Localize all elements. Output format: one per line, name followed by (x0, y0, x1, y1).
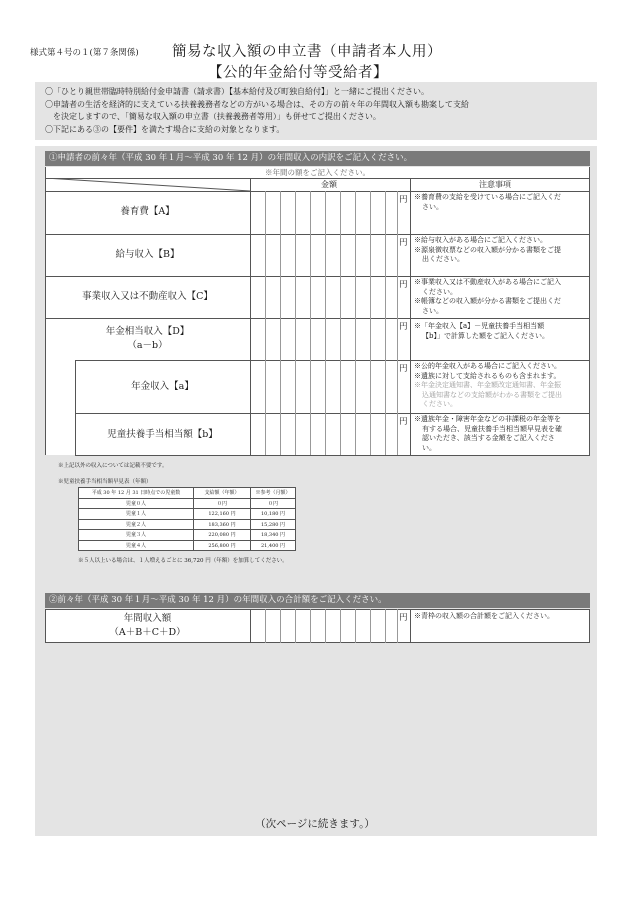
row-note: ※「年金収入【a】－児童扶養手当相当額 【b】」で計算した額をご記入ください。 (414, 322, 549, 340)
instruction-line: 〇下記にある③の【要件】を満たす場合に支給の対象となります。 (45, 125, 285, 134)
page-subtitle: 【公的年金給付等受給者】 (208, 65, 388, 81)
quickref-title: ※児童扶養手当相当額早見表（年額） (58, 479, 152, 485)
instruction-line: 〇「ひとり親世帯臨時特別給付金申請書（請求書）【基本給付及び町独自給付】」と一緒にご提出ください。 (45, 87, 429, 96)
amount-column-header: 金額 (321, 180, 337, 189)
row-note: ※遺族年金・障害年金などの非課税の年金等を 有する場合、児童扶養手当相当額早見表を確 認いただき、該当する金額をご記入くださ い。 (414, 415, 562, 452)
table-row: 児童４人 256,800 円 21,400 円 (79, 540, 296, 551)
row-note: ※公的年金収入がある場合にご記入ください。 ※遺族に対して支給されるものも含まれます。 ※年金決定通知書、年金額改定通知書、年金振 込通知書などの支給額がわかる書類をご提出 ください。 (414, 362, 562, 408)
child-allowance-quickref-table (78, 487, 296, 551)
yen-unit: 円 (399, 195, 408, 205)
instruction-line: 〇申請者の生活を経済的に支えている扶養義務者などの方がいる場合は、その方の前々年の年間収入額も勘案して支給 (45, 100, 469, 109)
yen-unit: 円 (399, 238, 408, 248)
row-note: ※青枠の収入額の合計額をご記入ください。 (414, 612, 554, 620)
row-label-pension-equivalent: 年金相当収入【D】 （a－b） (105, 326, 190, 351)
annual-total-table (45, 609, 590, 643)
row-label-pension-income: 年金収入【a】 (131, 381, 194, 392)
instructions-box (35, 82, 597, 140)
section1-header: ①申請者の前々年（平成 30 年１月～平成 30 年 12 月）の年間収入の内訳をご記入ください。 (45, 151, 590, 166)
yen-unit: 円 (399, 613, 408, 623)
row-label-childsupport: 養育費【A】 (120, 206, 175, 217)
row-note: ※養育費の支給を受けている場合にご記入くだ さい。 (414, 193, 561, 211)
notes-column-header: 注意事項 (479, 180, 511, 189)
footnote-other-income: ※上記以外の収入については記載不要です。 (58, 463, 168, 469)
table-header-row (79, 488, 296, 499)
form-number: 様式第４号の１(第７条関係) (30, 48, 139, 58)
row-label-business: 事業収入又は不動産収入【C】 (82, 291, 213, 302)
header-diagonal (45, 178, 250, 191)
table-row: 児童１人 122,160 円 10,180 円 (79, 509, 296, 520)
table-header-cell: ※参考（月額） (251, 488, 296, 499)
table-header-cell: 支給額（年額） (194, 488, 251, 499)
row-note: ※給与収入がある場合にご記入ください。 ※源泉徴収票などの収入額が分かる書類をご提 出ください。 (414, 236, 561, 263)
quickref-footnote: ※５人以上いる場合は、１人増えるごとに 36,720 円（年額）を加算してください。 (78, 558, 288, 564)
table-row: 児童２人 183,360 円 15,280 円 (79, 519, 296, 530)
yen-unit: 円 (399, 364, 408, 374)
section2-header: ②前々年（平成 30 年１月～平成 30 年 12 月）の年間収入の合計額をご記入ください。 (45, 593, 590, 608)
yen-unit: 円 (399, 280, 408, 290)
income-breakdown-table (45, 167, 590, 455)
instruction-line: を決定しますので、「簡易な収入額の申立書（扶養義務者等用）」も併せてご提出ください。 (45, 112, 381, 121)
row-label-child-allowance-equivalent: 児童扶養手当相当額【b】 (107, 429, 218, 440)
table-header-cell: 平成 30 年 12 月 31 日時点での児童数 (79, 488, 194, 499)
row-note: ※事業収入又は不動産収入がある場合にご記入 ください。 ※帳簿などの収入額が分かる書類をご提出くだ さい。 (414, 278, 561, 315)
table-row: 児童０人 ０円 ０円 (79, 498, 296, 509)
continued-text: （次ページに続きます。） (255, 818, 375, 830)
page-title: 簡易な収入額の申立書（申請者本人用） (172, 44, 442, 60)
yen-unit: 円 (399, 322, 408, 332)
table-subnote: ※年間の額をご記入ください。 (45, 167, 590, 179)
row-label-annual-total: 年間収入額 （A＋B＋C＋D） (109, 613, 186, 638)
yen-unit: 円 (399, 417, 408, 427)
row-label-salary: 給与収入【B】 (115, 249, 180, 260)
table-row: 児童３人 220,080 円 18,340 円 (79, 530, 296, 541)
